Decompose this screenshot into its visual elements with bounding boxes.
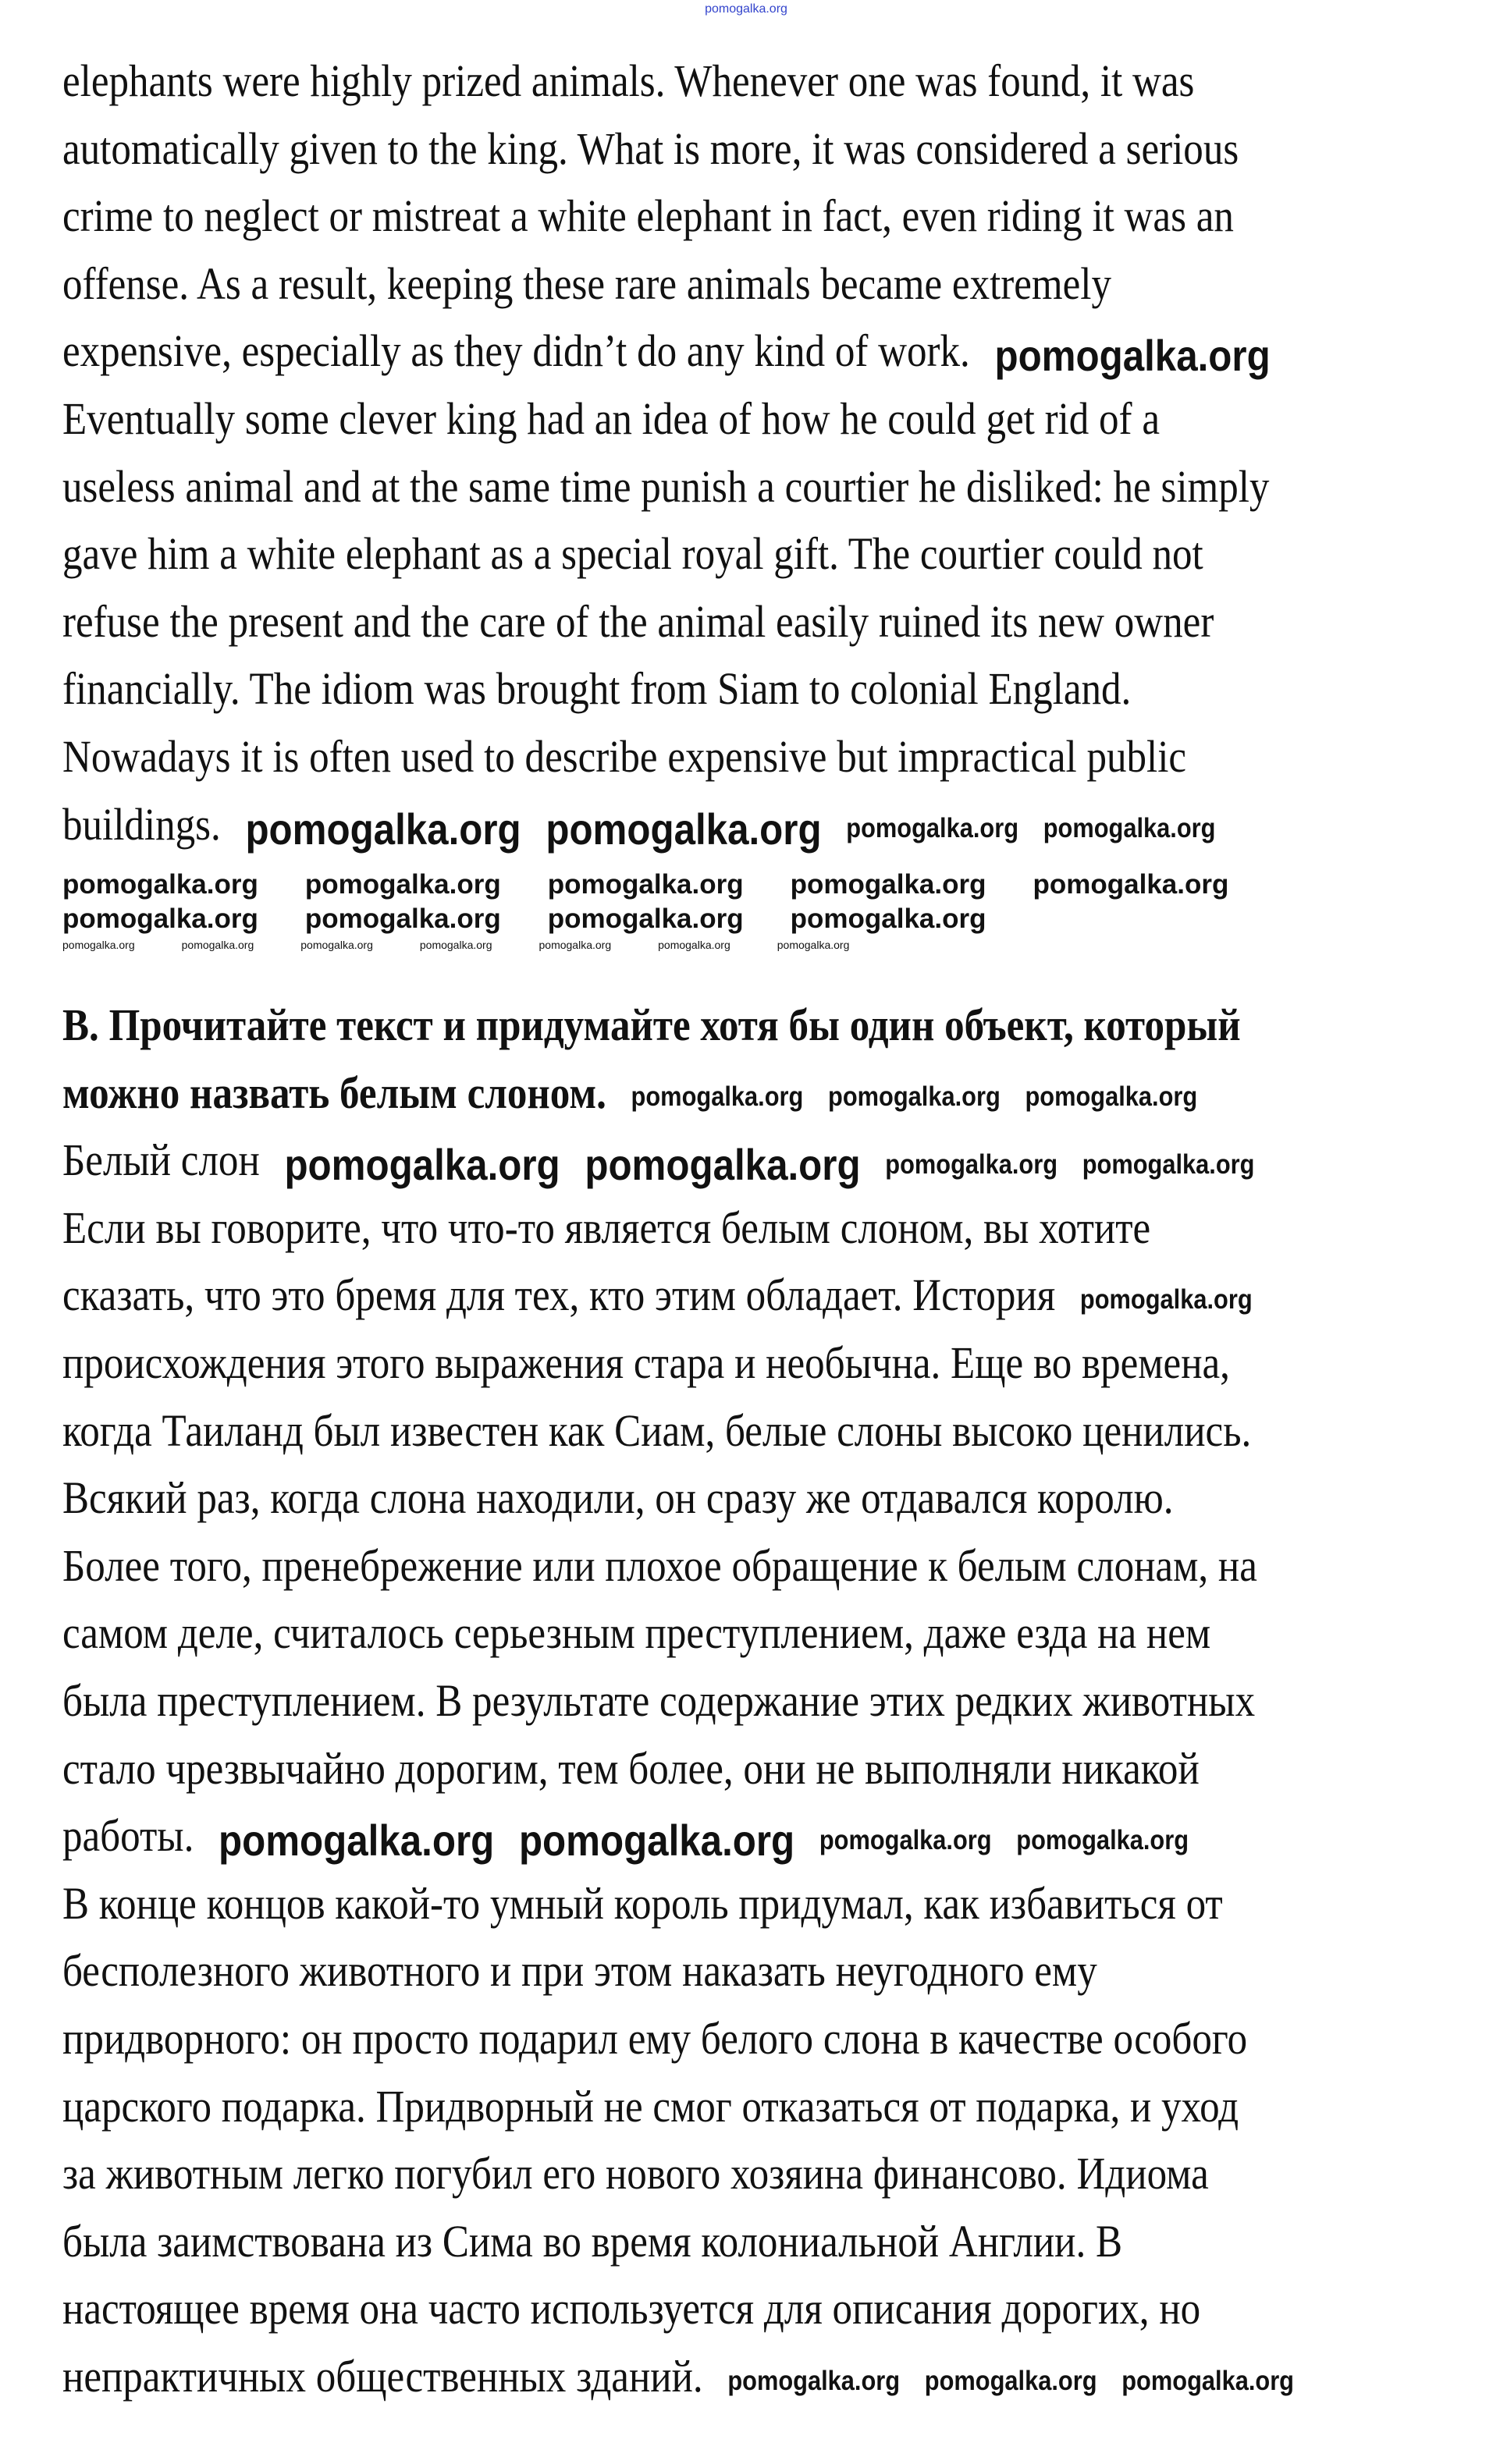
watermark: pomogalka.org (547, 904, 744, 934)
text-line-content: refuse the present and the care of the animal easily ruined its new owner (62, 595, 1214, 647)
text-line (62, 1330, 1294, 1397)
watermark: pomogalka.org (631, 1081, 804, 1113)
text-line (62, 318, 1271, 385)
text-line (62, 183, 1271, 250)
watermark: pomogalka.org (790, 869, 986, 900)
task-heading (62, 992, 1294, 1060)
text-line (62, 1802, 1294, 1870)
watermark: pomogalka.org (300, 938, 373, 951)
text-line-content: Всякий раз, когда слона находили, он сразу же отдавался королю. (62, 1472, 1174, 1524)
text-line (62, 723, 1271, 791)
watermark: pomogalka.org (994, 331, 1271, 381)
watermark: pomogalka.org (658, 938, 730, 951)
text-line-content: придворного: он просто подарил ему белого слона в качестве особого (62, 2012, 1248, 2064)
russian-title-text: Белый слон (62, 1134, 260, 1186)
watermark: pomogalka.org (790, 904, 986, 934)
watermark: pomogalka.org (585, 1140, 861, 1190)
watermark: pomogalka.org (846, 813, 1019, 844)
text-line-content: elephants were highly prized animals. Whenever one was found, it was (62, 55, 1195, 106)
text-line-content: царского подарка. Придворный не смог отказаться от подарка, и уход (62, 2080, 1239, 2132)
text-line (62, 1937, 1294, 2005)
text-line (62, 1465, 1294, 1532)
text-line (62, 588, 1271, 656)
watermark: pomogalka.org (1043, 813, 1216, 844)
text-line (62, 791, 1271, 859)
watermark: pomogalka.org (1082, 1149, 1255, 1180)
text-line-content: В конце концов какой-то умный король придумал, как избавиться от (62, 1877, 1223, 1929)
watermark: pomogalka.org (546, 804, 822, 854)
text-line-content: gave him a white elephant as a special royal gift. The courtier could not (62, 528, 1203, 580)
task-heading-text: B. Прочитайте текст и придумайте хотя бы один объект, который (62, 999, 1241, 1050)
text-line-content: стало чрезвычайно дорогим, тем более, они не выполняли никакой (62, 1742, 1200, 1794)
text-line-content: когда Таиланд был известен как Сиам, белые слоны высоко ценились. (62, 1404, 1252, 1456)
text-line (62, 655, 1271, 723)
watermark: pomogalka.org (181, 938, 254, 951)
watermark: pomogalka.org (62, 869, 258, 900)
text-line-content: работы. (62, 1810, 194, 1862)
text-line-content: за животным легко погубил его нового хозяина финансово. Идиома (62, 2148, 1209, 2199)
watermark: pomogalka.org (284, 1140, 560, 1190)
text-line (62, 1532, 1294, 1600)
watermark: pomogalka.org (1025, 1081, 1198, 1113)
watermark: pomogalka.org (539, 938, 612, 951)
watermark: pomogalka.org (245, 804, 521, 854)
russian-section (62, 992, 1294, 2410)
text-line-content: Более того, пренебрежение или плохое обращение к белым слонам, на (62, 1539, 1257, 1591)
watermark: pomogalka.org (62, 904, 258, 934)
text-line-content: была заимствована из Сима во время колониальной Англии. В (62, 2215, 1123, 2267)
watermark: pomogalka.org (219, 1816, 495, 1866)
text-line-content: Если вы говорите, что что-то является белым слоном, вы хотите (62, 1202, 1151, 1253)
text-line-content: offense. As a result, keeping these rare animals became extremely (62, 257, 1111, 309)
watermark: pomogalka.org (705, 2, 787, 16)
text-line (62, 2208, 1294, 2276)
text-line (62, 250, 1271, 318)
watermark: pomogalka.org (1079, 1284, 1253, 1315)
watermark: pomogalka.org (1121, 2365, 1295, 2396)
text-line (62, 115, 1271, 183)
text-line (62, 1397, 1294, 1465)
text-line-content: непрактичных общественных зданий. (62, 2350, 703, 2402)
text-line (62, 520, 1271, 588)
watermark: pomogalka.org (828, 1081, 1001, 1113)
text-line (62, 2073, 1294, 2141)
text-line-content: useless animal and at the same time punish a courtier he disliked: he simply (62, 460, 1270, 512)
watermark: pomogalka.org (727, 2365, 901, 2396)
text-line (62, 2275, 1294, 2343)
text-line (62, 385, 1271, 453)
text-line (62, 1735, 1294, 1803)
watermark: pomogalka.org (1016, 1824, 1189, 1855)
text-line-content: automatically given to the king. What is more, it was considered a serious (62, 122, 1239, 174)
text-line (62, 1599, 1294, 1667)
text-line-content: buildings. (62, 798, 221, 850)
english-passage (62, 48, 1271, 858)
watermark: pomogalka.org (819, 1824, 992, 1855)
text-line (62, 1667, 1294, 1735)
text-line-content: Nowadays it is often used to describe expensive but impractical public (62, 730, 1187, 782)
text-line-content: expensive, especially as they didn’t do any kind of work. (62, 325, 970, 377)
task-heading (62, 1060, 1294, 1127)
text-line (62, 1195, 1294, 1262)
watermark: pomogalka.org (304, 869, 501, 900)
task-heading-text: можно назвать белым слоном. (62, 1067, 606, 1118)
text-line (62, 2140, 1294, 2208)
text-line-content: financially. The idiom was brought from Siam to colonial England. (62, 663, 1132, 715)
russian-title (62, 1127, 1294, 1195)
watermark: pomogalka.org (924, 2365, 1097, 2396)
text-line-content: была преступлением. В результате содержание этих редких животных (62, 1674, 1256, 1726)
text-line (62, 453, 1271, 521)
text-line-content: crime to neglect or mistreat a white elephant in fact, even riding it was an (62, 190, 1234, 242)
text-line-content: происхождения этого выражения стара и необычна. Еще во времена, (62, 1337, 1230, 1388)
watermark: pomogalka.org (777, 938, 850, 951)
text-line-content: самом деле, считалось серьезным преступлением, даже езда на нем (62, 1607, 1211, 1659)
text-line (62, 1870, 1294, 1938)
text-line (62, 2005, 1294, 2073)
text-line (62, 48, 1271, 115)
watermark: pomogalka.org (518, 1816, 795, 1866)
text-line-content: Eventually some clever king had an idea of how he could get rid of a (62, 392, 1160, 444)
watermark: pomogalka.org (419, 938, 492, 951)
text-line-content: сказать, что это бремя для тех, кто этим обладает. История (62, 1269, 1056, 1321)
watermark: pomogalka.org (304, 904, 501, 934)
text-line (62, 1262, 1294, 1330)
text-line-content: настоящее время она часто используется для описания дорогих, но (62, 2283, 1201, 2334)
watermark: pomogalka.org (547, 869, 744, 900)
watermark: pomogalka.org (62, 938, 135, 951)
watermark: pomogalka.org (1033, 869, 1229, 900)
watermark-strip (62, 868, 1436, 953)
watermark: pomogalka.org (885, 1149, 1058, 1180)
text-line (62, 2343, 1294, 2411)
text-line-content: бесполезного животного и при этом наказать неугодного ему (62, 1945, 1097, 1997)
